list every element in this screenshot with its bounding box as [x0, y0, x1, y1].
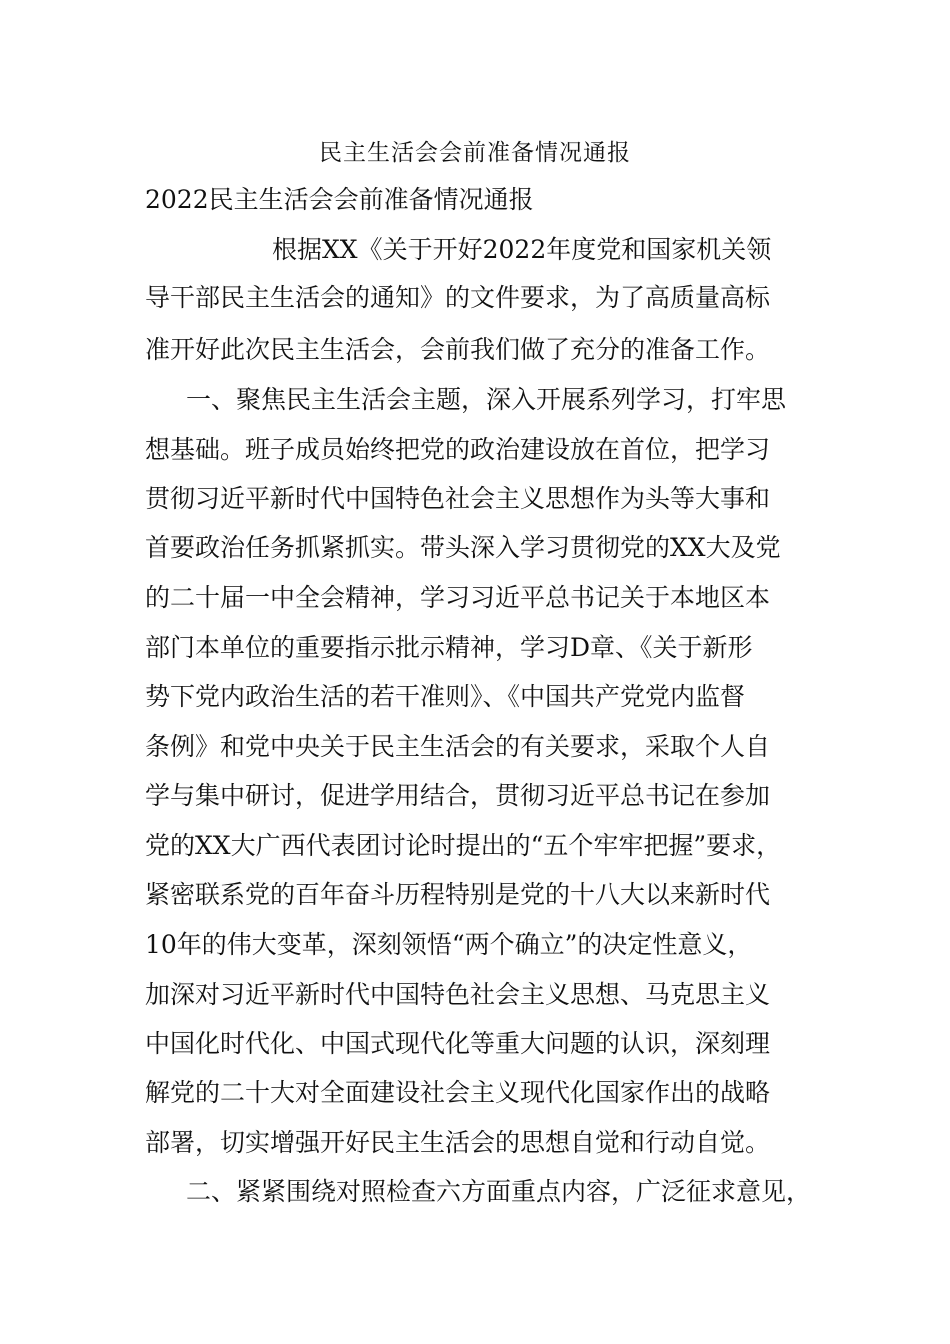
body-line: 紧密联系党的百年奋斗历程特别是党的十八大以来新时代 — [145, 880, 771, 909]
body-line: 二、紧紧围绕对照检查六方面重点内容，广泛征求意见， — [186, 1177, 812, 1206]
body-line: 加深对习近平新时代中国特色社会主义思想、马克思主义 — [145, 980, 771, 1009]
document-title: 民主生活会会前准备情况通报 — [319, 140, 631, 166]
body-line: 学与集中研讨，促进学用结合，贯彻习近平总书记在参加 — [145, 781, 771, 810]
body-line: 准开好此次民主生活会，会前我们做了充分的准备工作。 — [145, 335, 771, 364]
body-line: 10年的伟大变革，深刻领悟“两个确立”的决定性意义， — [145, 930, 753, 959]
body-line: 党的XX大广西代表团讨论时提出的“五个牢牢把握”要求， — [145, 831, 782, 860]
body-line: 根据XX《关于开好2022年度党和国家机关领 — [272, 235, 772, 264]
body-line: 导干部民主生活会的通知》的文件要求，为了高质量高标 — [145, 283, 771, 312]
body-line: 解党的二十大对全面建设社会主义现代化国家作出的战略 — [145, 1078, 771, 1107]
body-line: 部署，切实增强开好民主生活会的思想自觉和行动自觉。 — [145, 1128, 771, 1157]
body-line: 首要政治任务抓紧抓实。带头深入学习贯彻党的XX大及党 — [145, 533, 781, 562]
body-line: 势下党内政治生活的若干准则》、《中国共产党党内监督 — [145, 682, 746, 711]
body-line: 想基础。班子成员始终把党的政治建设放在首位，把学习 — [145, 435, 771, 464]
body-line: 部门本单位的重要指示批示精神，学习D章、《关于新形 — [145, 633, 753, 662]
body-line: 一、聚焦民主生活会主题，深入开展系列学习，打牢思 — [186, 385, 787, 414]
body-line: 贯彻习近平新时代中国特色社会主义思想作为头等大事和 — [145, 484, 771, 513]
body-line: 的二十届一中全会精神，学习习近平总书记关于本地区本 — [145, 583, 771, 612]
document-subtitle: 2022民主生活会会前准备情况通报 — [145, 185, 534, 214]
body-line: 条例》和党中央关于民主生活会的有关要求，采取个人自 — [145, 732, 771, 761]
body-line: 中国化时代化、中国式现代化等重大问题的认识，深刻理 — [145, 1029, 771, 1058]
